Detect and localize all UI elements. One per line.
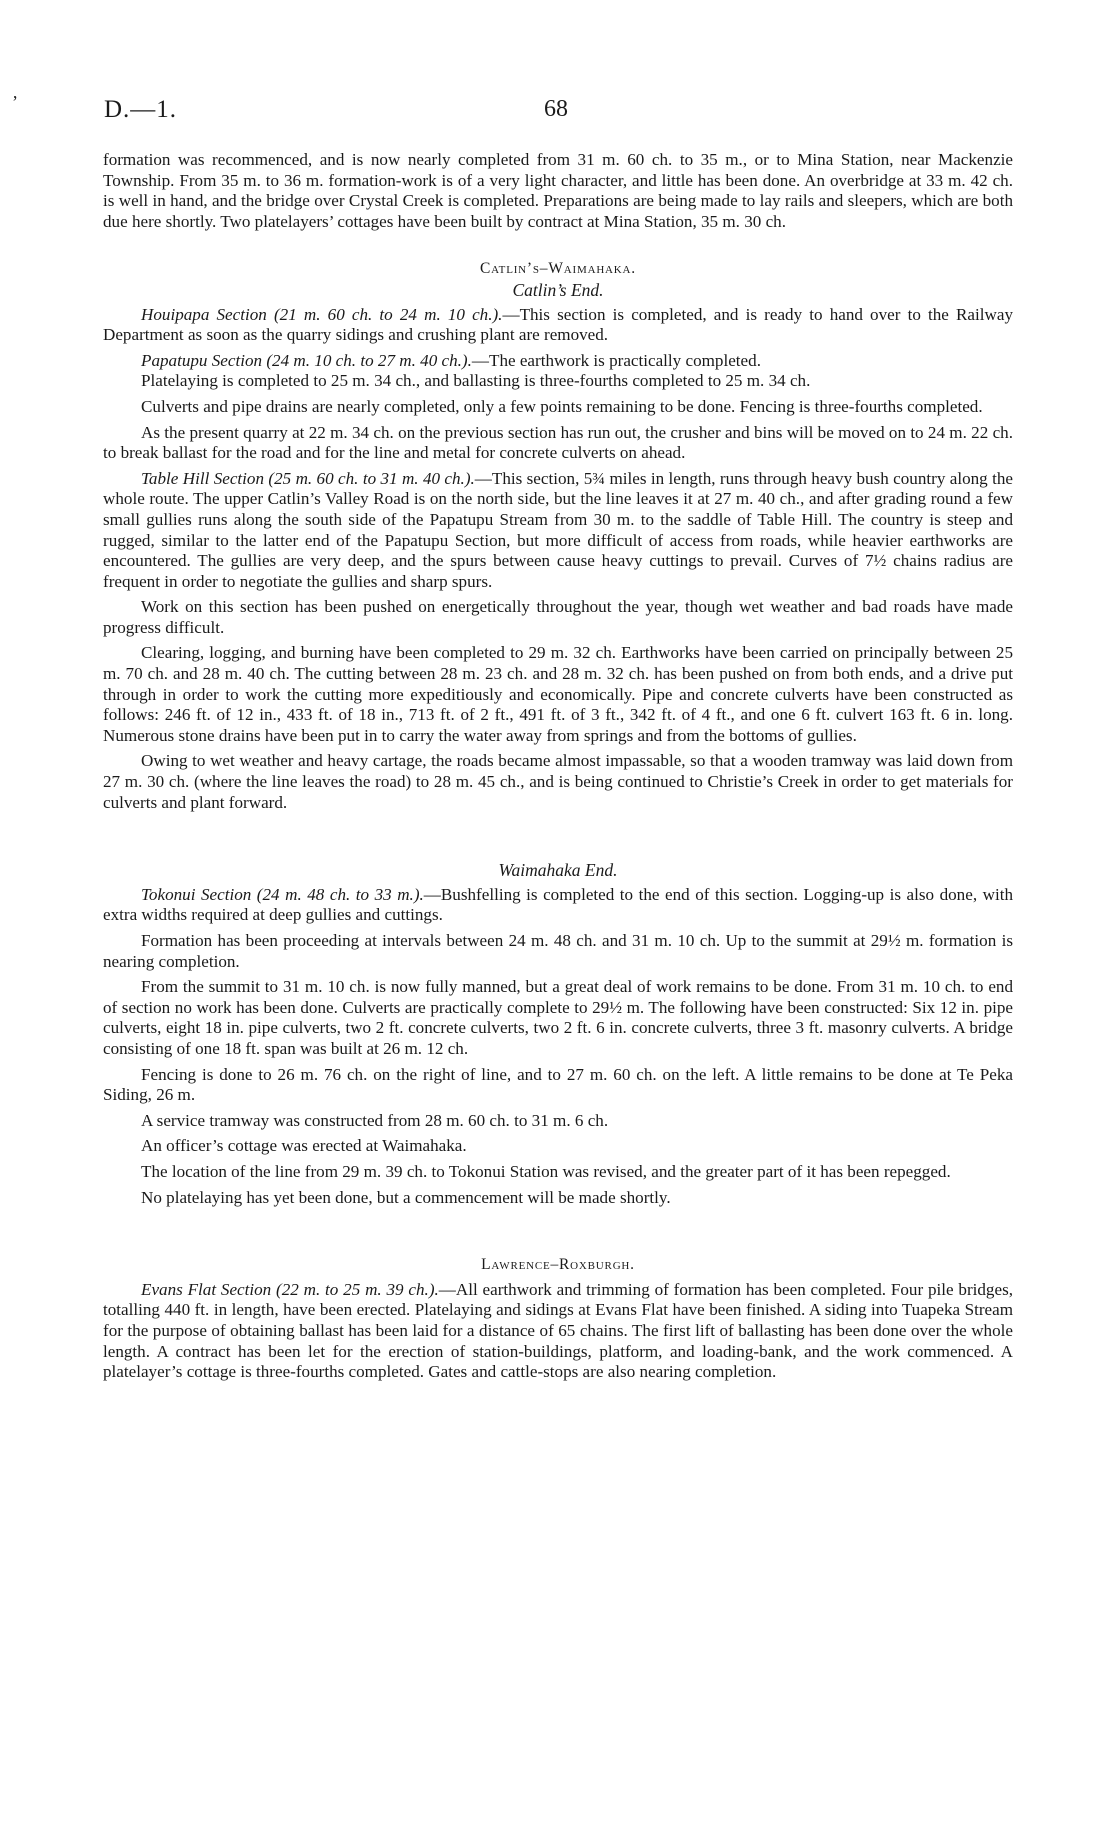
evans-flat-text: —All earthwork and trimming of formation has been completed. Four pile bridges, totalling 440 ft. in length, have been erected. Platelaying and sidings at Evans Flat have been finished. A siding into Tuapeka Stream for the purpose of obtaining ballast has been laid for a distance of 65 chains. The first lift of ballasting has been done over the whole length. A contract has been let for the erection of station-buildings, platform, and loading-bank, and the work commenced. A platelayer’s cottage is three-fourths completed. Gates and cattle-stops are also nearing completion. bbox=[103, 1279, 1013, 1382]
papatupu-paragraph-4: As the present quarry at 22 m. 34 ch. on the previous section has run out, the crusher and bins will be moved on to 24 m. 22 ch. to break ballast for the road and for the line and metal for concrete culverts on ahead. bbox=[103, 422, 1013, 463]
page-body bbox=[103, 150, 1013, 1388]
houipapa-title: Houipapa Section (21 m. 60 ch. to 24 m. 10 ch.). bbox=[141, 304, 503, 324]
evans-flat-title: Evans Flat Section (22 m. to 25 m. 39 ch.). bbox=[141, 1279, 439, 1299]
tokonui-title: Tokonui Section (24 m. 48 ch. to 33 m.). bbox=[141, 884, 424, 904]
papatupu-paragraph-2: Platelaying is completed to 25 m. 34 ch., and ballasting is three-fourths completed to 25 m. 34 ch. bbox=[141, 371, 811, 391]
table-hill-paragraph bbox=[103, 469, 1013, 593]
margin-mark: ʼ bbox=[12, 92, 18, 112]
page-header bbox=[104, 96, 1014, 136]
table-hill-text: —This section, 5¾ miles in length, runs through heavy bush country along the whole route. The upper Catlin’s Valley Road is on the north side, but the line leaves it at 27 m. 40 ch., and after grading round a few small gullies runs along the south side of the Papatupu Stream from 30 m. to the saddle of Table Hill. The country is steep and rugged, similar to the latter end of the Papatupu Section, but more difficult of access from roads, while heavier earthworks are encountered. The gullies are very deep, and the spurs between cause heavy cuttings to prevail. Curves of 7½ chains radius are frequent in order to negotiate the gullies and sharp spurs. bbox=[103, 468, 1013, 591]
papatupu-text: —The earthwork is practically completed. bbox=[471, 350, 761, 370]
section-heading-lawrence-roxburgh: Lawrence–Roxburgh. bbox=[481, 1256, 635, 1274]
houipapa-text: —This section is completed, and is ready to hand over to the Railway Department as soon as the quarry sidings and crushing plant are removed. bbox=[103, 304, 1013, 345]
evans-flat-paragraph bbox=[103, 1280, 1013, 1383]
tokonui-paragraph-6: An officer’s cottage was erected at Waimahaka. bbox=[141, 1136, 467, 1156]
page-number: 68 bbox=[544, 96, 568, 122]
subheading-catlins-end: Catlin’s End. bbox=[512, 279, 604, 300]
table-hill-paragraph-2: Work on this section has been pushed on energetically throughout the year, though wet weather and bad roads have made progress difficult. bbox=[103, 597, 1013, 637]
houipapa-paragraph bbox=[103, 305, 1013, 346]
tokonui-paragraph-8: No platelaying has yet been done, but a commencement will be made shortly. bbox=[141, 1187, 671, 1207]
table-hill-title: Table Hill Section (25 m. 60 ch. to 31 m. 40 ch.). bbox=[141, 468, 475, 488]
section-heading-catlins-waimahaka: Catlin’s–Waimahaka. bbox=[480, 260, 636, 278]
tokonui-paragraph-7: The location of the line from 29 m. 39 ch. to Tokonui Station was revised, and the greater part of it has been repegged. bbox=[141, 1161, 951, 1181]
tokonui-paragraph-3: From the summit to 31 m. 10 ch. is now fully manned, but a great deal of work remains to be done. From 31 m. 10 ch. to end of section no work has been done. Culverts are practically complete to 29½ m. The following have been constructed: Six 12 in. pipe culverts, eight 18 in. pipe culverts, two 2 ft. concrete culverts, two 2 ft. 6 in. concrete culverts, three 3 ft. masonry culverts. A bridge consisting of one 18 ft. span was built at 26 m. 12 ch. bbox=[103, 977, 1013, 1058]
tokonui-paragraph bbox=[103, 885, 1013, 926]
tokonui-text: —Bushfelling is completed to the end of this section. Logging-up is also done, with extra widths required at deep gullies and cuttings. bbox=[103, 884, 1014, 925]
tokonui-paragraph-4: Fencing is done to 26 m. 76 ch. on the right of line, and to 27 m. 60 ch. on the left. A little remains to be done at Te Peka Siding, 26 m. bbox=[103, 1064, 1013, 1105]
papatupu-title: Papatupu Section (24 m. 10 ch. to 27 m. 40 ch.). bbox=[141, 350, 472, 370]
subheading-waimahaka-end: Waimahaka End. bbox=[498, 860, 618, 881]
papatupu-paragraph-3: Culverts and pipe drains are nearly completed, only a few points remaining to be done. Fencing is three-fourths completed. bbox=[141, 396, 983, 416]
papatupu-paragraph bbox=[103, 351, 1013, 372]
intro-paragraph: formation was recommenced, and is now nearly completed from 31 m. 60 ch. to 35 m., or to Mina Station, near Mackenzie Township. From 35 m. to 36 m. formation-work is of a very light character, and little has been done. An overbridge at 33 m. 42 ch. is well in hand, and the bridge over Crystal Creek is completed. Preparations are being made to lay rails and sleepers, which are both due here shortly. Two platelayers’ cottages have been built by contract at Mina Station, 35 m. 30 ch. bbox=[103, 150, 1013, 231]
table-hill-paragraph-4: Owing to wet weather and heavy cartage, the roads became almost impassable, so that a wooden tramway was laid down from 27 m. 30 ch. (where the line leaves the road) to 28 m. 45 ch., and is being continued to Christie’s Creek in order to get materials for culverts and plant forward. bbox=[103, 751, 1013, 812]
tokonui-paragraph-5: A service tramway was constructed from 28 m. 60 ch. to 31 m. 6 ch. bbox=[141, 1110, 609, 1130]
table-hill-paragraph-3: Clearing, logging, and burning have been completed to 29 m. 32 ch. Earthworks have been carried on principally between 25 m. 70 ch. and 28 m. 40 ch. The cutting between 28 m. 23 ch. and 28 m. 32 ch. has been pushed on from both ends, and a drive put through in order to work the cutting more expeditiously and economically. Pipe and concrete culverts have been constructed as follows: 246 ft. of 12 in., 433 ft. of 18 in., 713 ft. of 2 ft., 491 ft. of 3 ft., 342 ft. of 4 ft., and one 6 ft. culvert 163 ft. 6 in. long. Numerous stone drains have been put in to carry the water away from springs and from the bottoms of gullies. bbox=[103, 643, 1013, 745]
tokonui-paragraph-2: Formation has been proceeding at intervals between 24 m. 48 ch. and 31 m. 10 ch. Up to the summit at 29½ m. formation is nearing completion. bbox=[103, 931, 1013, 971]
document-reference: D.—1. bbox=[104, 96, 178, 123]
